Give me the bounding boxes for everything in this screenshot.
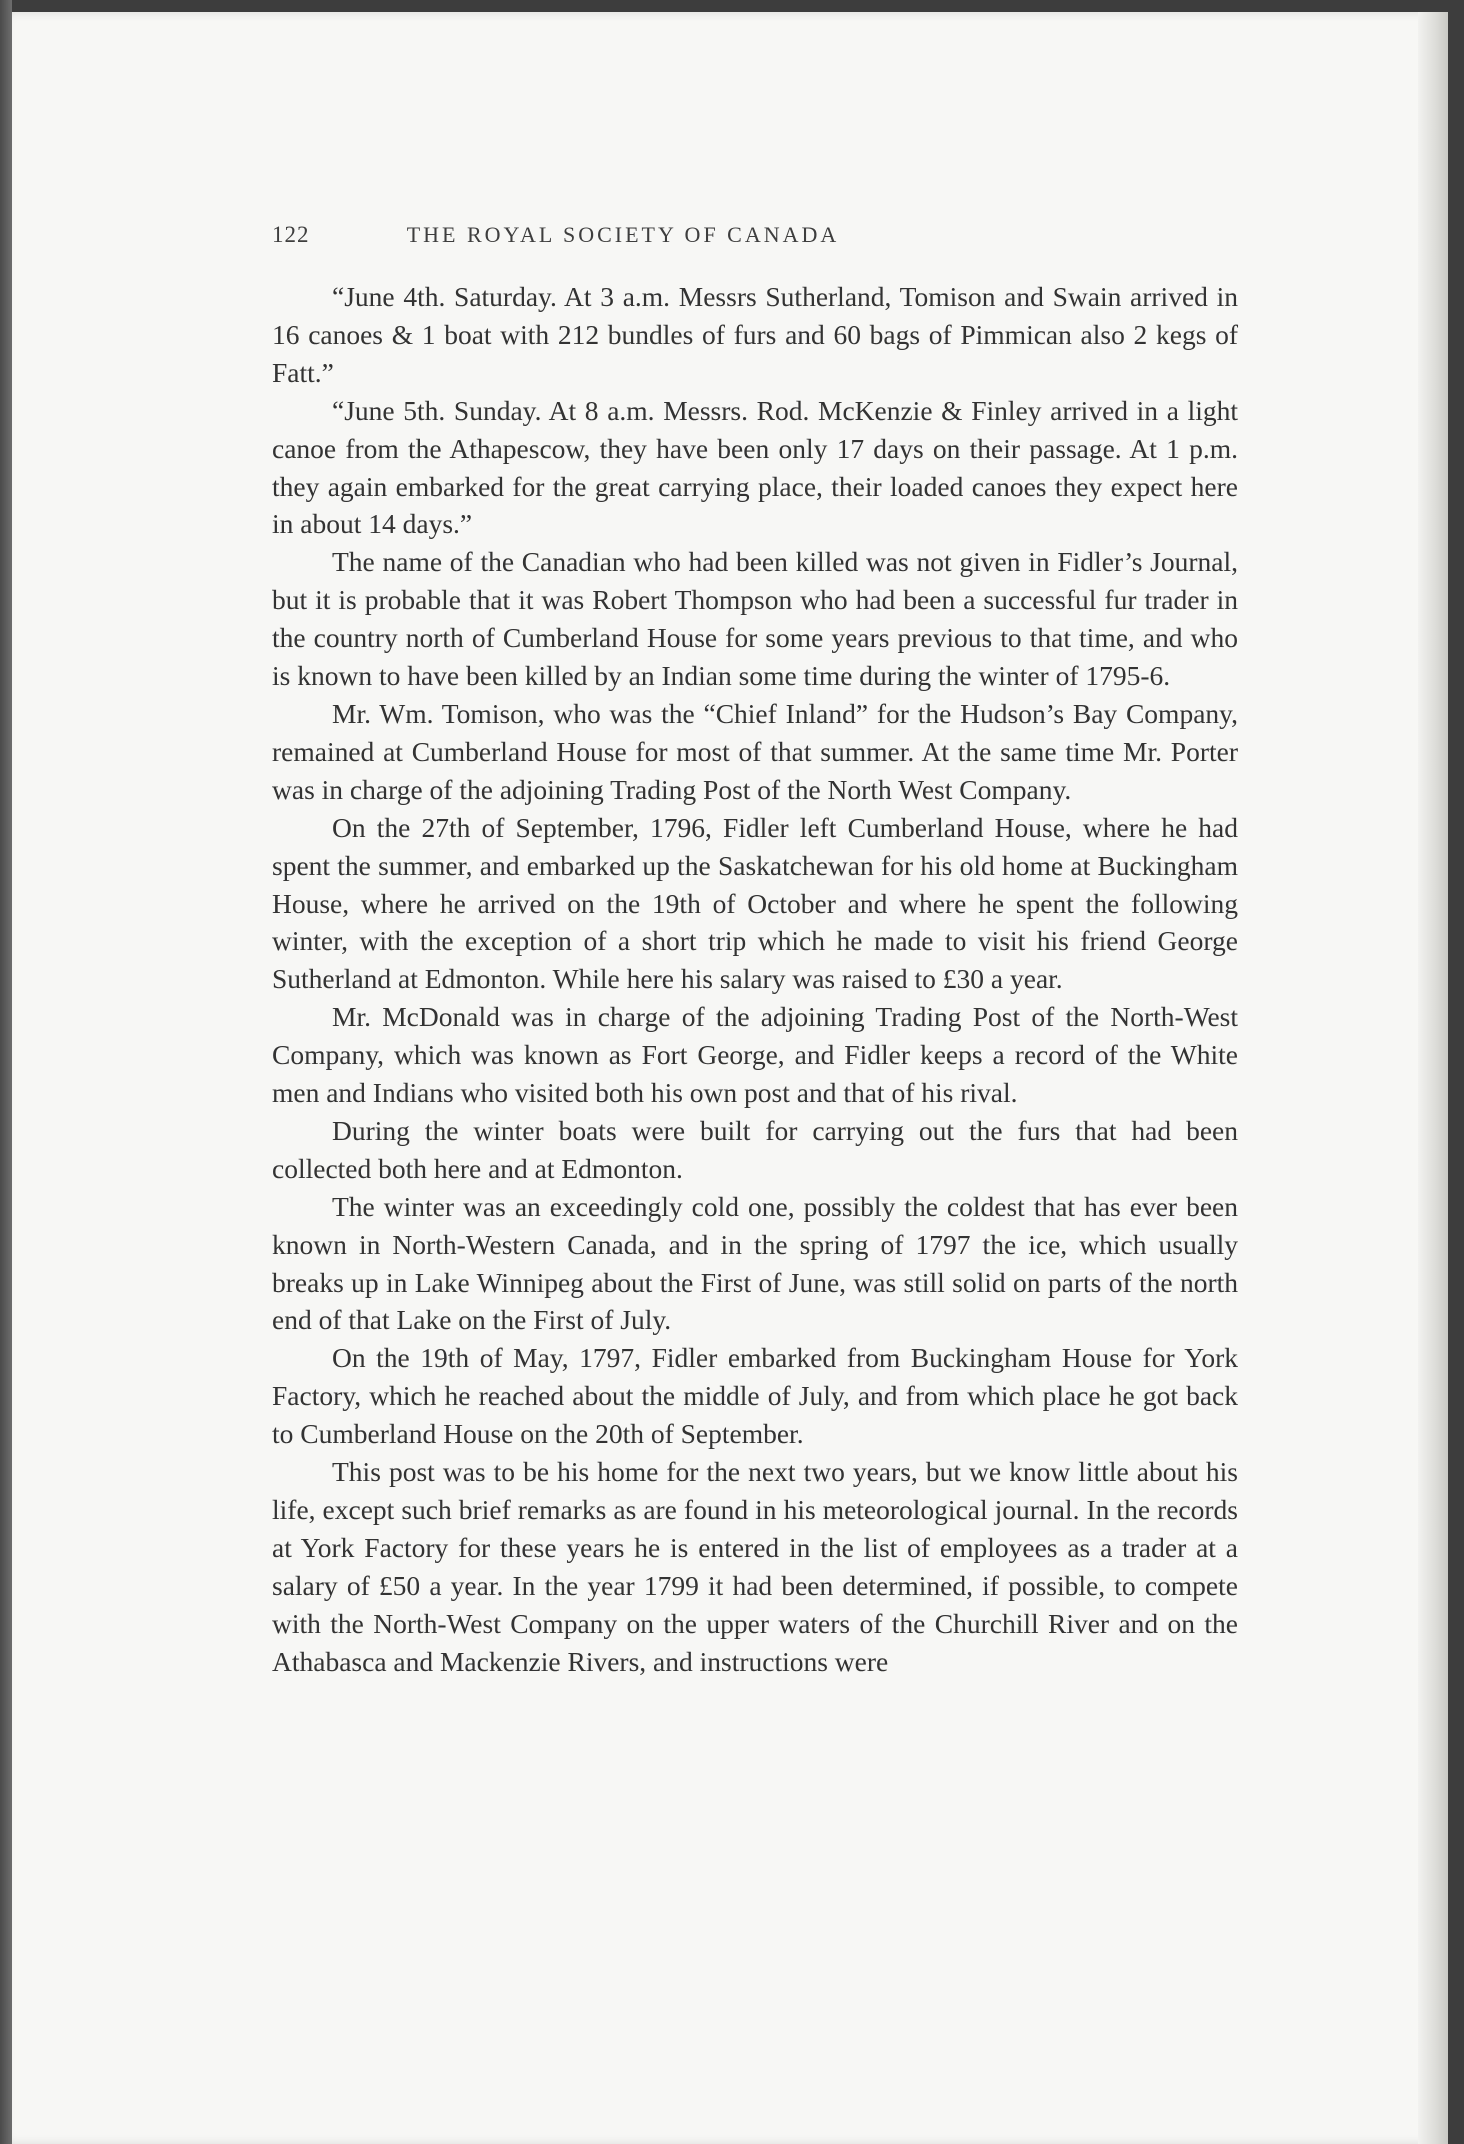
journal-title: THE ROYAL SOCIETY OF CANADA — [406, 222, 840, 247]
paragraph-mcdonald: Mr. McDonald was in charge of the adjoining Trading Post of the North-West Company, which was known as Fort George, and Fidler keeps a record of the White men and Indians who visited both his own post and that of his rival. — [272, 1001, 1238, 1109]
page-number: 122 — [272, 222, 310, 247]
page-edge-shading — [1418, 12, 1448, 2144]
running-head — [272, 222, 974, 254]
paragraph-september-1796: On the 27th of September, 1796, Fidler left Cumberland House, where he had spent the summer, and embarked up the Saskatchewan for his old home at Buckingham House, where he arrived on the 19th of October and where he spent the following winter, with the exception of a short trip which he made to visit his friend George Sutherland at Edmonton. While here his salary was raised to £30 a year. — [272, 811, 1238, 995]
paragraph-june-4th: “June 4th. Saturday. At 3 a.m. Messrs Sutherland, Tomison and Swain arrived in 16 canoes & 1 boat with 212 bundles of furs and 60 bags of Pimmican also 2 kegs of Fatt.” — [272, 281, 1238, 388]
paragraph-canadian-killed: The name of the Canadian who had been killed was not given in Fidler’s Journal, but it is probable that it was Robert Thompson who had been a successful fur trader in the country north of Cumberland House for some years previous to that time, and who is known to have been killed by an Indian some time during the winter of 1795-6. — [272, 546, 1238, 692]
paragraph-cumberland-home: This post was to be his home for the next two years, but we know little about his life, except such brief remarks as are found in his meteorological journal. In the records at York Factory for these years he is entered in the list of employees as a trader at a salary of £50 a year. In the year 1799 it had been determined, if possible, to compete with the North-West Company on the upper waters of the Churchill River and on the Athabasca and Mackenzie Rivers, and instructions were — [272, 1456, 1238, 1677]
paragraph-june-5th: “June 5th. Sunday. At 8 a.m. Messrs. Rod. McKenzie & Finley arrived in a light canoe from the Athapescow, they have been only 17 days on their passage. At 1 p.m. they again embarked for the great carrying place, their loaded canoes they expect here in about 14 days.” — [272, 394, 1238, 540]
body-text — [272, 278, 1238, 1681]
paragraph-tomison: Mr. Wm. Tomison, who was the “Chief Inland” for the Hudson’s Bay Company, remained at Cumberland House for most of that summer. At the same time Mr. Porter was in charge of the adjoining Trading Post of the North West Company. — [272, 697, 1238, 805]
paragraph-may-1797: On the 19th of May, 1797, Fidler embarked from Buckingham House for York Factory, which he reached about the middle of July, and from which place he got back to Cumberland House on the 20th of September. — [272, 1342, 1238, 1450]
paragraph-cold-winter: The winter was an exceedingly cold one, possibly the coldest that has ever been known in North-Western Canada, and in the spring of 1797 the ice, which usually breaks up in Lake Winnipeg about the First of June, was still solid on parts of the north end of that Lake on the First of July. — [272, 1190, 1238, 1336]
scan-border-shadow — [0, 0, 12, 2144]
paragraph-winter-boats: During the winter boats were built for carrying out the furs that had been collected both here and at Edmonton. — [272, 1114, 1238, 1184]
